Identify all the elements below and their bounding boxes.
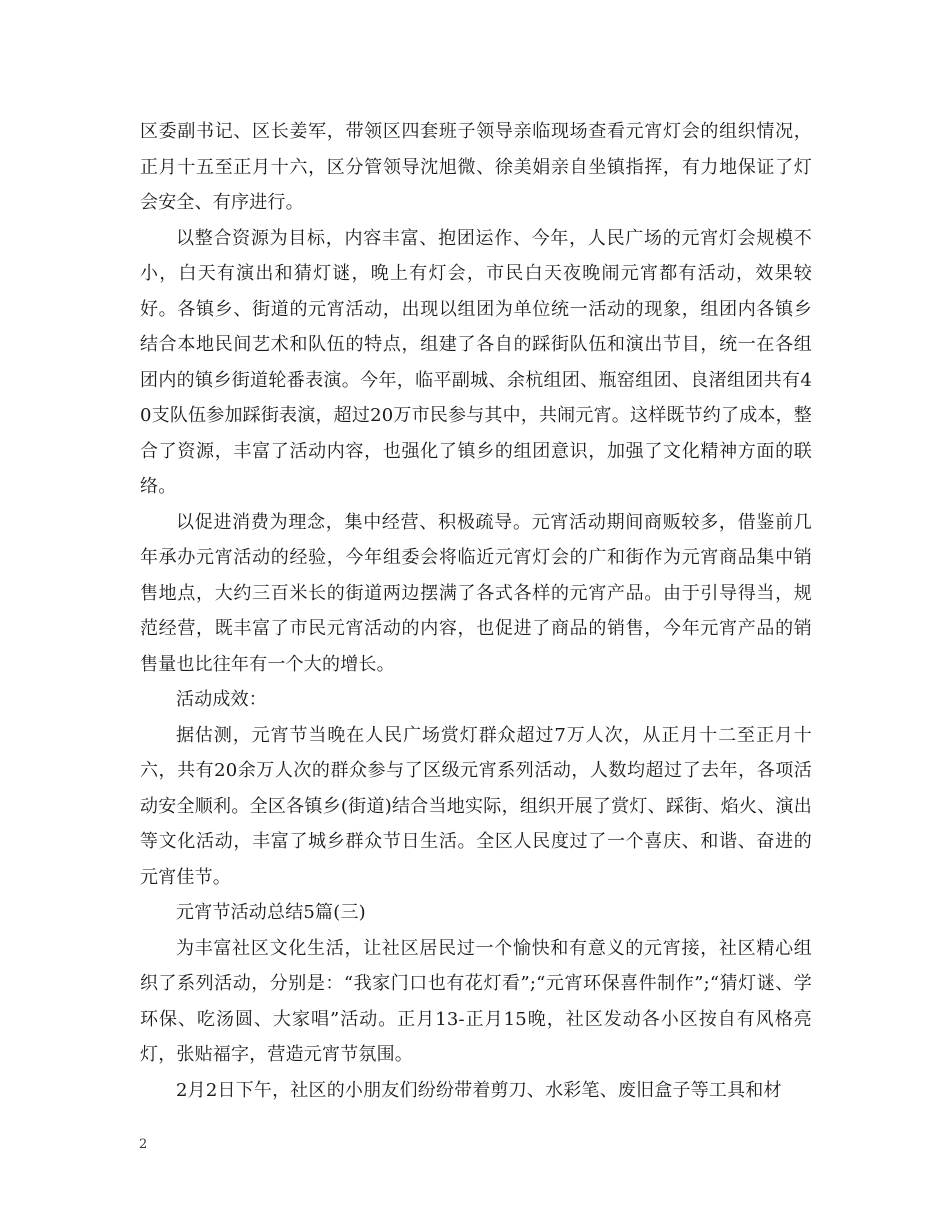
paragraph-6: 2月2日下午，社区的小朋友们纷纷带着剪刀、水彩笔、废旧盒子等工具和材 bbox=[176, 1079, 782, 1101]
paragraph-1: 区委副书记、区长姜军，带领区四套班子领导亲临现场查看元宵灯会的组织情况，正月十五至正月十六，区分管领导沈旭微、徐美娟亲自坐镇指挥，有力地保证了灯会安全、有序进行。 bbox=[140, 121, 812, 213]
paragraph-5: 为丰富社区文化生活，让社区居民过一个愉快和有意义的元宵接，社区精心组织了系列活动，分别是：“我家门口也有花灯看”;“元宵环保喜件制作”;“猜灯谜、学环保、吃汤圆、大家唱”活动。正月13-正月15晚，社区发动各小区按自有风格亮灯，张贴福字，营造元宵节氛围。 bbox=[140, 937, 812, 1065]
document-body bbox=[140, 114, 812, 1108]
section-heading-results: 活动成效： bbox=[176, 689, 267, 710]
page-number: 2 bbox=[139, 1137, 148, 1152]
paragraph-3: 以促进消费为理念，集中经营、积极疏导。元宵活动期间商贩较多，借鉴前几年承办元宵活动的经验，今年组委会将临近元宵灯会的广和街作为元宵商品集中销售地点，大约三百米长的街道两边摆满了各式各样的元宵产品。由于引导得当，规范经营，既丰富了市民元宵活动的内容，也促进了商品的销售，今年元宵产品的销售量也比往年有一个大的增长。 bbox=[140, 511, 812, 675]
paragraph-4: 据估测，元宵节当晚在人民广场赏灯群众超过7万人次，从正月十二至正月十六，共有20余万人次的群众参与了区级元宵系列活动，人数均超过了去年，各项活动安全顺利。全区各镇乡(街道)结合当地实际，组织开展了赏灯、踩街、焰火、演出等文化活动，丰富了城乡群众节日生活。全区人民度过了一个喜庆、和谐、奋进的元宵佳节。 bbox=[140, 724, 812, 888]
section-heading-part-three: 元宵节活动总结5篇(三) bbox=[176, 902, 366, 923]
paragraph-2: 以整合资源为目标，内容丰富、抱团运作、今年，人民广场的元宵灯会规模不小，白天有演出和猜灯谜，晚上有灯会，市民白天夜晚闹元宵都有活动，效果较好。各镇乡、街道的元宵活动，出现以组团为单位统一活动的现象，组团内各镇乡结合本地民间艺术和队伍的特点，组建了各自的踩街队伍和演出节目，统一在各组团内的镇乡街道轮番表演。今年，临平副城、余杭组团、瓶窑组团、良渚组团共有40支队伍参加踩街表演，超过20万市民参与其中，共闹元宵。这样既节约了成本，整合了资源，丰富了活动内容，也强化了镇乡的组团意识，加强了文化精神方面的联络。 bbox=[140, 227, 812, 497]
